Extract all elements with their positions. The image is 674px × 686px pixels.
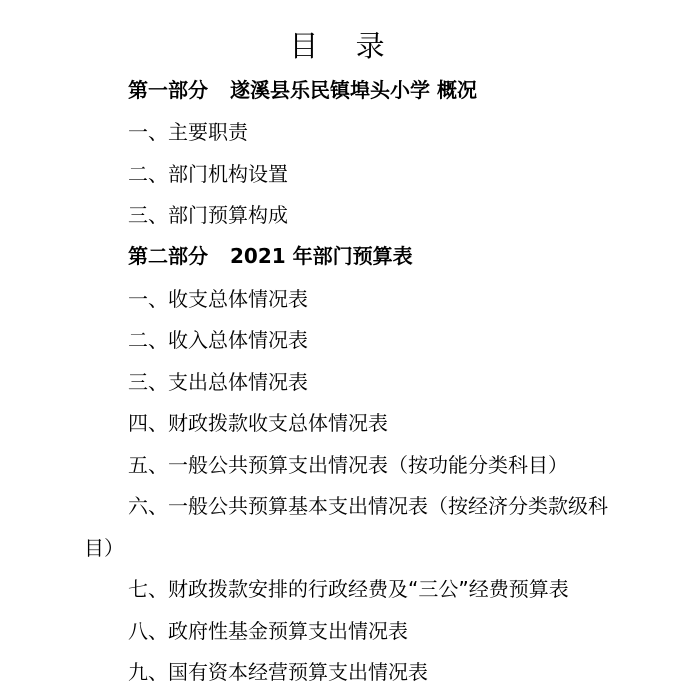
toc-item-part2-6: 六、一般公共预算基本支出情况表（按经济分类款级科 <box>128 494 608 518</box>
part1-heading-line <box>128 76 477 104</box>
part2-title: 2021 年部门预算表 <box>230 244 413 268</box>
toc-item-part1-1: 一、主要职责 <box>128 120 248 144</box>
toc-item-part1-2: 二、部门机构设置 <box>128 162 288 186</box>
toc-item-part1-3: 三、部门预算构成 <box>128 203 288 227</box>
part1-title: 遂溪县乐民镇埠头小学 概况 <box>230 78 477 102</box>
toc-item-part2-8: 八、政府性基金预算支出情况表 <box>128 619 408 643</box>
toc-item-part2-2: 二、收入总体情况表 <box>128 328 308 352</box>
toc-item-part2-5: 五、一般公共预算支出情况表（按功能分类科目） <box>128 453 568 477</box>
toc-item-part2-3: 三、支出总体情况表 <box>128 370 308 394</box>
toc-item-part2-9: 九、国有资本经营预算支出情况表 <box>128 660 428 684</box>
page-title: 目 录 <box>289 29 399 63</box>
part2-heading-line <box>128 242 413 270</box>
part1-heading: 第一部分 <box>128 78 208 102</box>
toc-item-part2-6-continued: 目） <box>84 536 124 560</box>
toc-item-part2-7: 七、财政拨款安排的行政经费及“三公”经费预算表 <box>128 577 569 601</box>
toc-item-part2-4: 四、财政拨款收支总体情况表 <box>128 411 388 435</box>
toc-item-part2-1: 一、收支总体情况表 <box>128 287 308 311</box>
part2-heading: 第二部分 <box>128 244 208 268</box>
